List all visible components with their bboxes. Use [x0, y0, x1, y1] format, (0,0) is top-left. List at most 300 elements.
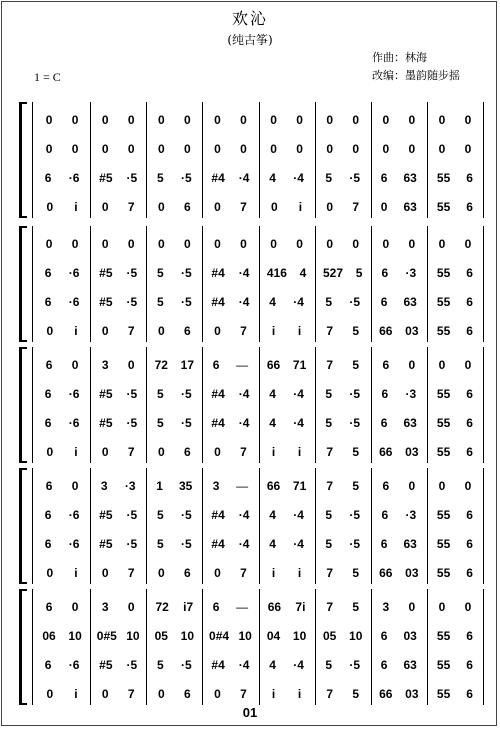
measure [202, 192, 258, 221]
note: 5 [325, 657, 332, 672]
note: 7 [240, 199, 247, 214]
note: #4 [211, 294, 225, 309]
system-bracket [19, 589, 27, 705]
measure [427, 350, 483, 379]
measure [371, 105, 427, 134]
note: 0 [326, 199, 333, 214]
note: 6 [466, 323, 473, 338]
note: 7 [326, 686, 333, 701]
measure [259, 679, 315, 708]
measure [315, 350, 371, 379]
measure [427, 471, 483, 500]
measure [259, 500, 315, 529]
note: #5 [99, 294, 113, 309]
note: 0 [270, 112, 277, 127]
note: 7 [326, 357, 333, 372]
measure [202, 621, 258, 650]
measure [427, 408, 483, 437]
note: 7 [240, 323, 247, 338]
staff-row [34, 258, 483, 287]
staff-row [34, 316, 483, 345]
note: 5 [325, 415, 332, 430]
score-system [22, 102, 484, 218]
note: 0 [214, 141, 221, 156]
measure [371, 350, 427, 379]
note: ·5 [181, 170, 192, 185]
note: 7 [352, 199, 360, 214]
measure [315, 192, 371, 221]
note: 6 [466, 294, 473, 309]
note: i [297, 686, 302, 701]
note: 6 [184, 199, 191, 214]
note: 0 [214, 112, 221, 127]
measure [146, 529, 202, 558]
staff-row [34, 163, 483, 192]
measure [90, 679, 146, 708]
note: 6 [44, 657, 52, 672]
note: 6 [380, 415, 388, 430]
measure [34, 500, 90, 529]
note: 7 [240, 565, 247, 580]
note: 17 [180, 357, 195, 372]
note: 6 [44, 386, 52, 401]
measure [34, 471, 90, 500]
note: 0 [382, 236, 390, 251]
note: ·5 [349, 386, 361, 401]
note: 5 [352, 599, 360, 614]
note: ·5 [181, 415, 192, 430]
note: 7 [127, 199, 135, 214]
note: ·3 [405, 265, 417, 280]
note: 35 [178, 478, 193, 493]
note: 63 [403, 170, 417, 185]
note: 0 [408, 357, 416, 372]
note: 0 [157, 236, 165, 251]
note: 04 [266, 628, 281, 643]
note: 71 [292, 478, 307, 493]
note: ·4 [293, 507, 304, 522]
measure [315, 471, 371, 500]
measure [202, 287, 258, 316]
measure [146, 287, 202, 316]
score-subtitle: (纯古筝) [227, 33, 273, 47]
staff-row [34, 379, 483, 408]
measure [34, 316, 90, 345]
note: 6 [212, 357, 220, 372]
note: 63 [403, 294, 417, 309]
measure [202, 408, 258, 437]
note: ·4 [238, 657, 250, 672]
note: 6 [44, 507, 52, 522]
note: 0#5 [96, 628, 117, 643]
note: 6 [44, 415, 52, 430]
note: 6 [466, 565, 473, 580]
note: 0 [380, 199, 388, 214]
note: 6 [466, 628, 473, 643]
note: 0 [240, 236, 247, 251]
measure [202, 679, 258, 708]
note: 55 [436, 415, 451, 430]
note: 6 [380, 628, 388, 643]
note: 416 [266, 265, 287, 280]
note: 05 [322, 628, 337, 643]
measure [427, 258, 483, 287]
measure [427, 500, 483, 529]
measure [315, 316, 371, 345]
note: 0 [464, 478, 472, 493]
note: ·5 [349, 536, 361, 551]
measure [34, 229, 90, 258]
note: ·4 [238, 386, 250, 401]
note: 4 [269, 386, 276, 401]
note: 55 [436, 628, 451, 643]
note: 0 [240, 141, 247, 156]
measure [202, 350, 258, 379]
measure [202, 471, 258, 500]
note: 63 [403, 199, 417, 214]
note: 6 [466, 415, 473, 430]
note: 5 [156, 507, 164, 522]
note: 0 [46, 323, 54, 338]
measure [315, 650, 371, 679]
system-bracket [19, 102, 27, 218]
measure [259, 437, 315, 466]
note: 0 [326, 112, 333, 127]
note: 0 [127, 357, 135, 372]
note: 10 [238, 628, 252, 643]
measure [371, 258, 427, 287]
measure [90, 134, 146, 163]
note: i [297, 565, 302, 580]
note: 0 [45, 236, 53, 251]
note: 0 [157, 565, 165, 580]
measure [315, 592, 371, 621]
note: 0 [71, 236, 79, 251]
note: 5 [156, 386, 164, 401]
note: 5 [325, 170, 332, 185]
note: i [298, 199, 303, 214]
note: 3 [382, 599, 390, 614]
note: 7 [127, 444, 135, 459]
note: 0 [46, 199, 54, 214]
note: 5 [325, 536, 332, 551]
note: 0 [240, 112, 247, 127]
note: ·4 [238, 536, 250, 551]
note: 6 [45, 599, 53, 614]
measure [90, 350, 146, 379]
note: ·6 [68, 657, 80, 672]
note: 0 [46, 565, 54, 580]
note: 0 [438, 112, 446, 127]
measure [90, 558, 146, 587]
measure [315, 679, 371, 708]
measure [90, 650, 146, 679]
note: 0 [157, 112, 165, 127]
note: 63 [403, 657, 417, 672]
composer-credit: 作曲：林海 [372, 51, 427, 64]
measure [146, 408, 202, 437]
note: #5 [99, 415, 113, 430]
measure [146, 316, 202, 345]
measure [34, 621, 90, 650]
note: 55 [436, 323, 451, 338]
measure [427, 105, 483, 134]
note: 6 [44, 536, 52, 551]
note: 0 [382, 112, 390, 127]
measure [371, 437, 427, 466]
measure [90, 529, 146, 558]
note: ·5 [181, 265, 192, 280]
note: 0 [101, 444, 109, 459]
measure [427, 621, 483, 650]
staff-row [34, 529, 483, 558]
measure [34, 163, 90, 192]
note: ·6 [68, 386, 80, 401]
note: ·5 [126, 386, 138, 401]
measure [34, 437, 90, 466]
note: ·5 [181, 657, 192, 672]
measure [259, 408, 315, 437]
measure [146, 650, 202, 679]
staff-row [34, 500, 483, 529]
note: ·5 [126, 265, 138, 280]
note: 0 [408, 141, 416, 156]
note: 3 [101, 357, 109, 372]
note: 10 [349, 628, 363, 643]
note: i [74, 323, 78, 338]
note: 5 [156, 170, 164, 185]
note: 6 [380, 657, 388, 672]
measure [315, 529, 371, 558]
note: 0 [464, 141, 472, 156]
note: 7 [240, 686, 247, 701]
measure [146, 592, 202, 621]
measure [427, 650, 483, 679]
measure [34, 592, 90, 621]
note: 0 [157, 199, 165, 214]
note: 66 [267, 599, 282, 614]
note: #5 [99, 507, 113, 522]
system-bracket [19, 226, 27, 342]
measure [427, 529, 483, 558]
note: 6 [381, 265, 389, 280]
note: ·4 [238, 294, 250, 309]
measure [146, 621, 202, 650]
note: 7 [326, 478, 333, 493]
note: 7 [127, 565, 135, 580]
note: 6 [184, 686, 191, 701]
measure [202, 558, 258, 587]
measure [34, 679, 90, 708]
note: ·4 [293, 657, 304, 672]
measure [427, 287, 483, 316]
note: 0 [464, 236, 472, 251]
measure [259, 316, 315, 345]
note: 0 [127, 599, 135, 614]
note: 6 [212, 599, 220, 614]
note: 7 [240, 444, 247, 459]
measure [371, 500, 427, 529]
note: 6 [380, 170, 388, 185]
measure [202, 650, 258, 679]
note: — [236, 599, 249, 614]
note: ·4 [293, 536, 304, 551]
note: 6 [44, 170, 52, 185]
measure [427, 134, 483, 163]
system-end-line [483, 468, 484, 584]
note: 63 [403, 536, 417, 551]
measure [259, 650, 315, 679]
note: #4 [211, 386, 225, 401]
note: ·4 [293, 170, 304, 185]
note: i [297, 444, 302, 459]
note: 55 [436, 265, 451, 280]
staff-row [34, 287, 483, 316]
note: 10 [292, 628, 307, 643]
note: 3 [100, 478, 108, 493]
note: 6 [466, 686, 473, 701]
note: 05 [154, 628, 168, 643]
measure [259, 163, 315, 192]
note: i7 [183, 599, 194, 614]
note: 03 [405, 686, 419, 701]
note: 5 [156, 415, 164, 430]
measure [315, 500, 371, 529]
note: #4 [211, 657, 225, 672]
measure [34, 258, 90, 287]
note: 0 [46, 686, 54, 701]
note: 0 [408, 236, 416, 251]
note: ·5 [349, 415, 361, 430]
note: 0 [296, 141, 303, 156]
system-end-line [483, 102, 484, 218]
measure [259, 105, 315, 134]
note: 5 [156, 536, 164, 551]
staff-row [34, 134, 483, 163]
note: 5 [325, 386, 332, 401]
measure [427, 437, 483, 466]
note: #5 [99, 536, 113, 551]
measure [259, 621, 315, 650]
note: — [236, 478, 249, 493]
measure [90, 471, 146, 500]
note: 0 [157, 323, 165, 338]
measure [315, 105, 371, 134]
note: 6 [45, 357, 53, 372]
note: 0 [157, 686, 165, 701]
note: 5 [156, 657, 164, 672]
system-start-line [32, 347, 33, 463]
measure [146, 350, 202, 379]
note: 55 [436, 170, 451, 185]
measure [146, 500, 202, 529]
score-system [22, 347, 484, 463]
measure [427, 379, 483, 408]
staff-row [34, 471, 483, 500]
note: 7 [326, 323, 333, 338]
note: 72 [155, 599, 169, 614]
note: i [271, 323, 276, 338]
note: 527 [322, 265, 343, 280]
measure [146, 134, 202, 163]
note: 0 [184, 236, 191, 251]
note: ·4 [293, 294, 304, 309]
note: 5 [352, 478, 360, 493]
note: ·6 [68, 415, 80, 430]
note: #5 [99, 386, 113, 401]
note: 0 [45, 141, 53, 156]
note: ·6 [68, 294, 80, 309]
system-start-line [32, 468, 33, 584]
measure [202, 163, 258, 192]
note: ·4 [293, 386, 304, 401]
note: 5 [325, 507, 332, 522]
measure [202, 437, 258, 466]
measure [427, 679, 483, 708]
note: 0 [270, 141, 277, 156]
measure [371, 192, 427, 221]
measure [146, 192, 202, 221]
measure [371, 163, 427, 192]
note: 0 [101, 323, 109, 338]
measure [34, 558, 90, 587]
measure [427, 229, 483, 258]
measure [371, 621, 427, 650]
measure [371, 379, 427, 408]
staff-row [34, 621, 483, 650]
measure [315, 258, 371, 287]
note: 6 [381, 507, 389, 522]
note: ·5 [126, 294, 138, 309]
measure [371, 529, 427, 558]
note: 55 [436, 294, 451, 309]
note: 0 [101, 236, 109, 251]
note: 55 [436, 565, 451, 580]
measure [315, 408, 371, 437]
measure [202, 258, 258, 287]
note: 0 [214, 686, 221, 701]
note: 6 [466, 170, 473, 185]
note: 7 [326, 599, 333, 614]
note: 03 [405, 444, 419, 459]
note: 6 [184, 444, 191, 459]
note: 0 [127, 236, 135, 251]
note: 0 [464, 357, 472, 372]
note: ·6 [68, 170, 80, 185]
note: 10 [180, 628, 195, 643]
measure [90, 192, 146, 221]
measure [427, 558, 483, 587]
measure [259, 350, 315, 379]
note: i [74, 444, 78, 459]
measure [146, 163, 202, 192]
note: 0 [438, 599, 446, 614]
measure [315, 163, 371, 192]
note: 6 [382, 478, 390, 493]
measure [427, 163, 483, 192]
score-system [22, 226, 484, 342]
measure [90, 105, 146, 134]
note: 66 [379, 686, 393, 701]
note: 5 [355, 265, 363, 280]
note: 6 [44, 294, 52, 309]
system-end-line [483, 589, 484, 705]
note: ·5 [181, 507, 192, 522]
note: #5 [99, 657, 113, 672]
note: 7 [326, 565, 333, 580]
measure [34, 379, 90, 408]
staff-row [34, 592, 483, 621]
